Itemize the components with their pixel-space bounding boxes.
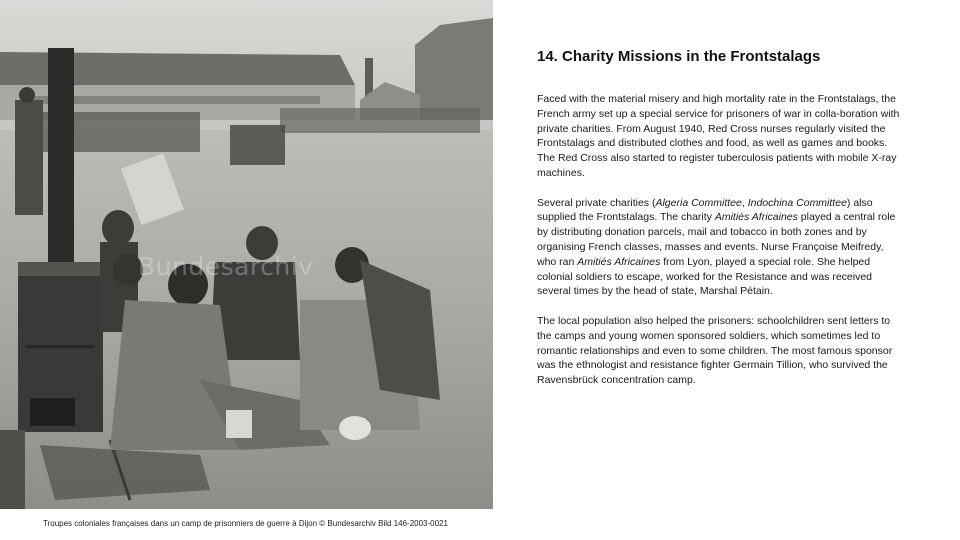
text-run: , xyxy=(741,196,748,209)
text-run: Several private charities ( xyxy=(537,196,656,209)
charity-name: Indochina Committee xyxy=(747,196,847,209)
paragraph-1 xyxy=(537,92,902,181)
text-run: ) also supplied the Frontstalags. The charity xyxy=(537,196,873,224)
text-run: played a central role by distributing donation parcels, mail and tobacco in both zones and by organising French classes, masses and events. Nurse Françoise Meifredy, who ran xyxy=(537,211,896,268)
article-body xyxy=(537,92,902,403)
charity-name: Amitiés Africaines xyxy=(577,255,661,268)
charity-name: Amitiés Africaines xyxy=(714,211,798,224)
text-run: Faced with the material misery and high mortality rate in the Frontstalags, the French army set up a special service for prisoners of war in colla-boration with private charities. From August 1940, Red Cross nurses regularly visited the Frontstalags and distributed clothes and food, as well as games and books. The Red Cross also started to register tuberculosis patients with mobile X-ray machines. xyxy=(537,93,900,179)
paragraph-3 xyxy=(537,314,902,388)
text-run: The local population also helped the prisoners: schoolchildren sent letters to the camps and young women sponsored soldiers, which sometimes led to romantic relationships and even to some children. The most famous sponsor was the ethnologist and resistance fighter Germain Tillion, who survived the Ravensbrück concentration camp. xyxy=(537,314,893,387)
historical-photo xyxy=(0,0,493,509)
text-run: from Lyon, played a special role. She helped colonial soldiers to escape, worked for the Resistance and was received several times by the head of state, Marshal Pétain. xyxy=(537,255,873,298)
paragraph-2 xyxy=(537,196,902,300)
photo-caption: Troupes coloniales françaises dans un camp de prisonniers de guerre à Dijon © Bundesarchiv Bild 146-2003-0021 xyxy=(43,519,448,528)
photo-watermark: Bundesarchiv xyxy=(138,252,314,281)
charity-name: Algeria Committee xyxy=(655,196,742,209)
page-title: 14. Charity Missions in the Frontstalags xyxy=(537,48,821,65)
